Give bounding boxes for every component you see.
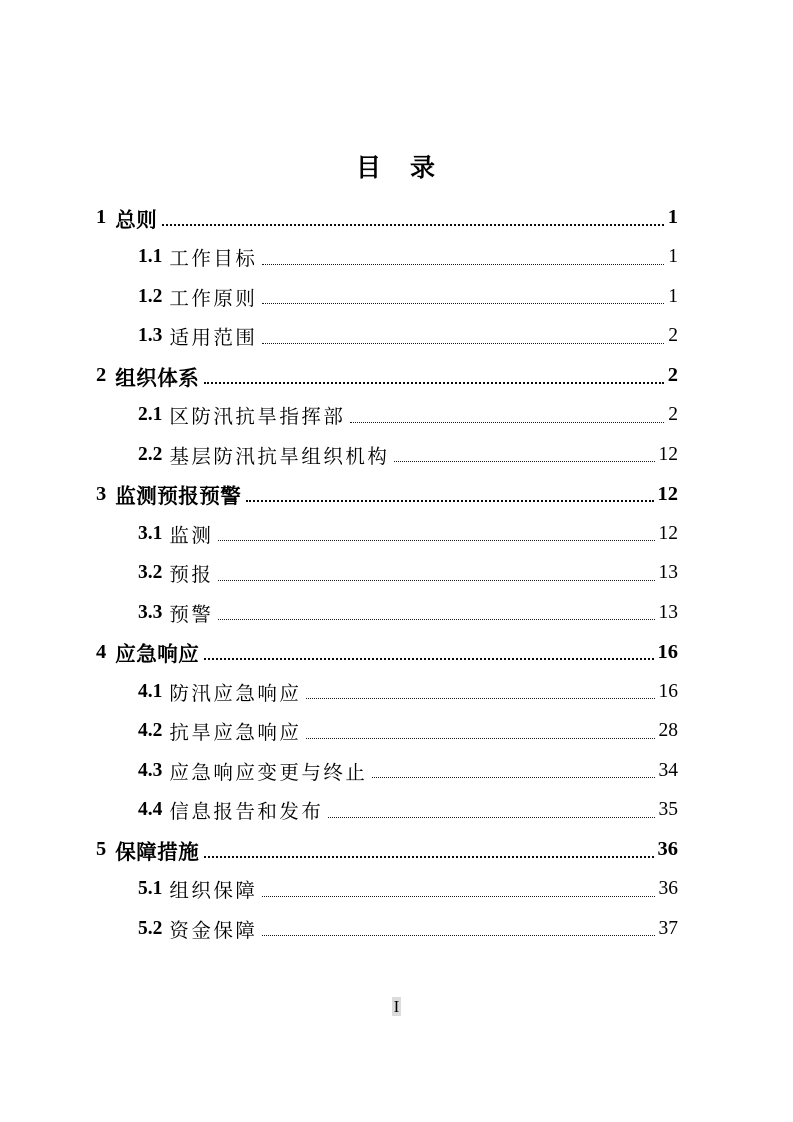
toc-entry[interactable]: [96, 830, 678, 870]
toc-entry-number: 1: [96, 206, 107, 229]
toc-entry-number: 3: [96, 482, 107, 505]
toc-entry-label: 信息报告和发布: [169, 802, 324, 824]
dot-leader: [262, 343, 664, 344]
dot-leader: [328, 817, 654, 818]
dot-leader: [218, 580, 654, 581]
toc-entry-page: 1: [668, 246, 678, 268]
toc-entry-page: 2: [668, 404, 678, 426]
toc-entry-page: 36: [658, 878, 678, 900]
dot-leader: [218, 619, 654, 620]
dot-leader: [306, 698, 654, 699]
toc-entry[interactable]: [96, 435, 678, 475]
toc-entry[interactable]: [96, 554, 678, 594]
toc-entry-label: 防汛应急响应: [169, 683, 302, 705]
dot-leader: [350, 422, 664, 423]
dot-leader: [262, 896, 654, 897]
toc-entry-page: 13: [658, 601, 678, 623]
toc-entry-label: 保障措施: [115, 841, 200, 864]
toc-entry-page: 13: [658, 562, 678, 584]
table-of-contents: [96, 198, 678, 949]
toc-entry-label: 预警: [169, 604, 214, 626]
toc-entry-number: 5.1: [138, 878, 163, 900]
dot-leader: [204, 856, 653, 858]
dot-leader: [246, 500, 653, 502]
toc-entry-label: 组织保障: [169, 881, 258, 903]
toc-entry[interactable]: [96, 712, 678, 752]
toc-entry-number: 2: [96, 364, 107, 387]
toc-entry[interactable]: [96, 317, 678, 357]
toc-entry-label: 应急响应变更与终止: [169, 762, 368, 784]
toc-entry[interactable]: [96, 356, 678, 396]
dot-leader: [204, 658, 653, 660]
toc-entry-label: 区防汛抗旱指挥部: [169, 407, 346, 429]
toc-entry-number: 5.2: [138, 917, 163, 939]
toc-entry[interactable]: [96, 277, 678, 317]
toc-entry[interactable]: [96, 514, 678, 554]
dot-leader: [372, 777, 654, 778]
dot-leader: [262, 935, 654, 936]
toc-entry-label: 工作目标: [169, 249, 258, 271]
toc-entry-number: 2.2: [138, 443, 163, 465]
toc-entry-page: 12: [658, 522, 678, 544]
toc-entry-number: 4.4: [138, 799, 163, 821]
toc-entry-label: 监测: [169, 525, 214, 547]
dot-leader: [394, 461, 654, 462]
toc-entry-label: 组织体系: [115, 367, 200, 390]
toc-entry-label: 工作原则: [169, 288, 258, 310]
toc-entry-page: 16: [658, 680, 678, 702]
toc-entry-number: 1.2: [138, 285, 163, 307]
toc-entry-label: 基层防汛抗旱组织机构: [169, 446, 390, 468]
toc-entry-page: 36: [657, 838, 678, 861]
toc-entry-page: 28: [658, 720, 678, 742]
toc-entry-page: 1: [667, 206, 678, 229]
dot-leader: [306, 738, 654, 739]
toc-entry-page: 1: [668, 285, 678, 307]
toc-entry-label: 监测预报预警: [115, 486, 242, 509]
toc-entry[interactable]: [96, 475, 678, 515]
toc-entry[interactable]: [96, 633, 678, 673]
toc-entry-label: 应急响应: [115, 644, 200, 667]
toc-entry[interactable]: [96, 198, 678, 238]
toc-entry-page: 37: [658, 917, 678, 939]
dot-leader: [218, 540, 654, 541]
toc-entry-number: 2.1: [138, 404, 163, 426]
toc-entry[interactable]: [96, 396, 678, 436]
toc-entry[interactable]: [96, 870, 678, 910]
toc-entry-page: 2: [667, 364, 678, 387]
toc-entry-page: 35: [658, 799, 678, 821]
toc-entry-page: 34: [658, 759, 678, 781]
dot-leader: [162, 224, 664, 226]
toc-entry[interactable]: [96, 672, 678, 712]
toc-entry-number: 4.1: [138, 680, 163, 702]
toc-entry-page: 12: [658, 443, 678, 465]
toc-entry-page: 16: [657, 640, 678, 663]
toc-entry-page: 2: [668, 325, 678, 347]
toc-entry[interactable]: [96, 751, 678, 791]
toc-entry-label: 适用范围: [169, 328, 258, 350]
toc-entry-number: 1.3: [138, 325, 163, 347]
toc-entry-number: 3.1: [138, 522, 163, 544]
toc-entry-label: 总则: [115, 209, 158, 232]
dot-leader: [262, 264, 664, 265]
page-footer: [0, 997, 793, 1017]
toc-entry-label: 抗旱应急响应: [169, 723, 302, 745]
toc-entry-number: 4.3: [138, 759, 163, 781]
toc-entry-number: 1.1: [138, 246, 163, 268]
toc-entry-label: 资金保障: [169, 920, 258, 942]
toc-entry-number: 3.3: [138, 601, 163, 623]
toc-entry[interactable]: [96, 909, 678, 949]
toc-entry-number: 4.2: [138, 720, 163, 742]
toc-entry-page: 12: [657, 482, 678, 505]
toc-entry-number: 4: [96, 640, 107, 663]
toc-entry-number: 5: [96, 838, 107, 861]
toc-entry[interactable]: [96, 238, 678, 278]
toc-entry-number: 3.2: [138, 562, 163, 584]
page-title: 目 录: [355, 154, 437, 182]
toc-entry[interactable]: [96, 791, 678, 831]
footer-page-number: I: [393, 997, 400, 1016]
toc-entry-label: 预报: [169, 565, 214, 587]
dot-leader: [204, 382, 664, 384]
toc-entry[interactable]: [96, 593, 678, 633]
dot-leader: [262, 303, 664, 304]
